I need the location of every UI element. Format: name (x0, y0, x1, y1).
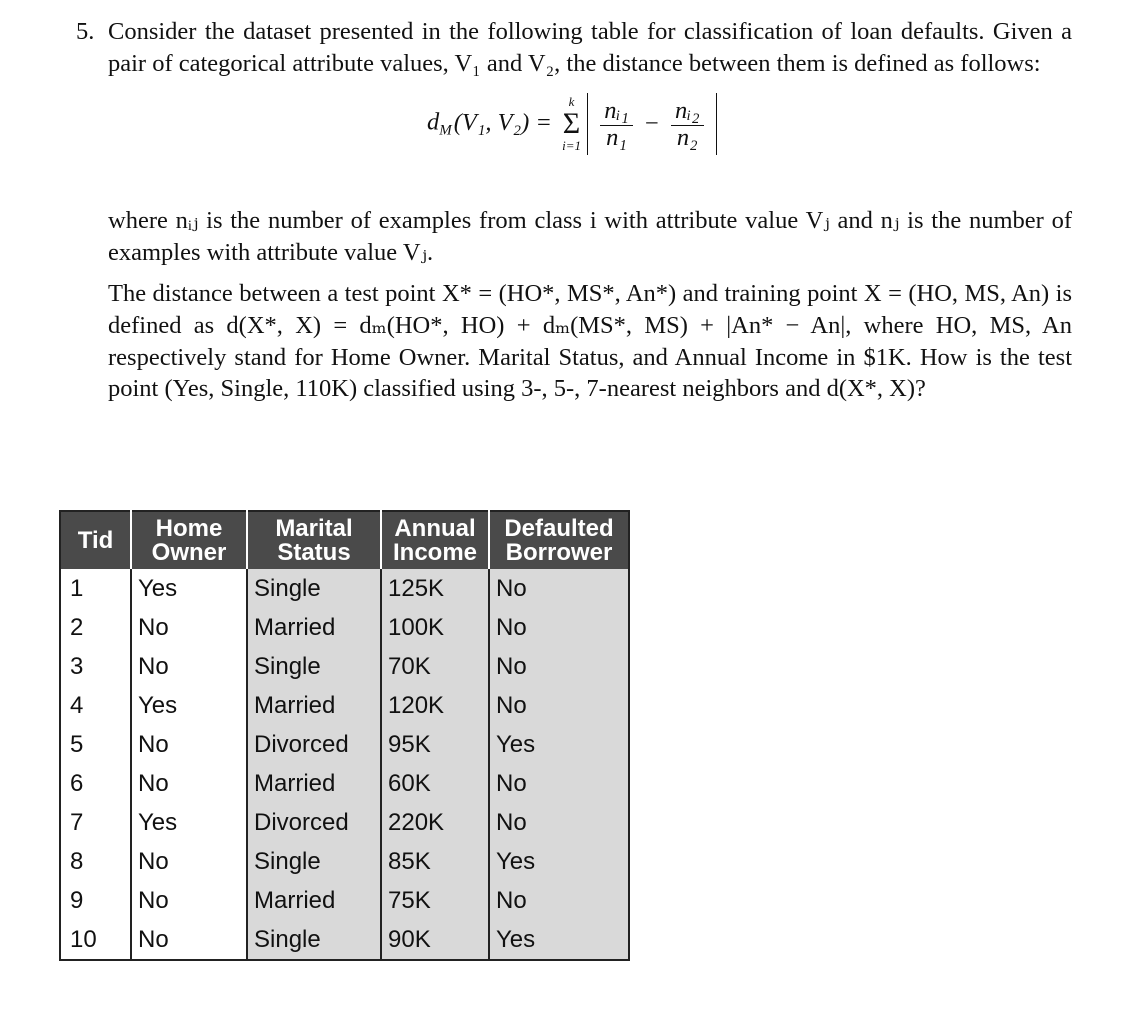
cell-marital-status: Single (247, 920, 381, 960)
cell-annual-income: 125K (381, 569, 489, 608)
fraction-1-denominator: n₁ (606, 123, 627, 151)
cell-home-owner: Yes (131, 686, 247, 725)
table-row (60, 920, 629, 960)
formula-lhs-args: (V₁, V₂) = (453, 108, 552, 136)
cell-home-owner: No (131, 842, 247, 881)
fraction-2-numerator: nᵢ₂ (671, 99, 704, 126)
cell-marital-status: Married (247, 686, 381, 725)
abs-bar-right (716, 93, 717, 155)
cell-tid: 10 (60, 920, 131, 960)
cell-home-owner: Yes (131, 569, 247, 608)
table-row (60, 569, 629, 608)
cell-annual-income: 95K (381, 725, 489, 764)
formula-minus: − (645, 110, 659, 138)
header-marital-status: Marital Status (247, 511, 381, 569)
table-row (60, 686, 629, 725)
cell-home-owner: No (131, 647, 247, 686)
header-tid: Tid (60, 511, 131, 569)
formula-sum (562, 95, 581, 153)
abs-bar-left (587, 93, 588, 155)
distance-text: The distance between a test point X* = (HO*, MS*, An*) and training point X = (HO, MS, An) is defined as d(X*, X) = dₘ(HO*, HO) + dₘ(MS*, MS) + |An* − An|, where HO, MS, An respectively stand for Home Owner. Marital Status, and Annual Income in $1K. How is the test point (Yes, Single, 110K) classified using 3-, 5-, 7-nearest neighbors and d(X*, X)? (108, 280, 1072, 403)
sum-upper-limit: k (568, 94, 575, 110)
cell-defaulted: Yes (489, 920, 629, 960)
problem-intro: Consider the dataset presented in the following table for classification of loan defaults. Given a pair of categorical attribute values, V₁ and V₂, the distance between them is defined as follows: (108, 18, 1072, 77)
cell-tid: 3 (60, 647, 131, 686)
cell-annual-income: 100K (381, 608, 489, 647)
header-defaulted-borrower: Defaulted Borrower (489, 511, 629, 569)
cell-defaulted: No (489, 608, 629, 647)
cell-defaulted: No (489, 569, 629, 608)
sum-lower-limit: i=1 (562, 138, 581, 154)
cell-marital-status: Divorced (247, 725, 381, 764)
cell-home-owner: No (131, 725, 247, 764)
cell-marital-status: Single (247, 569, 381, 608)
sum-symbol: Σ (562, 107, 581, 141)
cell-annual-income: 120K (381, 686, 489, 725)
cell-home-owner: No (131, 920, 247, 960)
formula-lhs: d (427, 108, 440, 136)
problem-number: 5. (76, 18, 95, 45)
cell-marital-status: Married (247, 608, 381, 647)
cell-tid: 2 (60, 608, 131, 647)
fraction-1-numerator: nᵢ₁ (600, 99, 633, 126)
cell-marital-status: Divorced (247, 803, 381, 842)
loan-data-table (59, 510, 630, 961)
table-row (60, 725, 629, 764)
cell-defaulted: No (489, 803, 629, 842)
cell-annual-income: 220K (381, 803, 489, 842)
cell-marital-status: Single (247, 647, 381, 686)
cell-defaulted: No (489, 686, 629, 725)
cell-tid: 8 (60, 842, 131, 881)
cell-marital-status: Married (247, 764, 381, 803)
table-header-row (60, 511, 629, 569)
cell-tid: 7 (60, 803, 131, 842)
cell-defaulted: No (489, 647, 629, 686)
cell-home-owner: Yes (131, 803, 247, 842)
cell-annual-income: 70K (381, 647, 489, 686)
cell-home-owner: No (131, 881, 247, 920)
distance-formula (72, 93, 1072, 185)
cell-home-owner: No (131, 608, 247, 647)
cell-tid: 9 (60, 881, 131, 920)
where-text: where nᵢⱼ is the number of examples from class i with attribute value Vⱼ and nⱼ is the number of examples with attribute value Vⱼ. (108, 207, 1072, 266)
cell-marital-status: Married (247, 881, 381, 920)
cell-home-owner: No (131, 764, 247, 803)
formula-lhs-sub: M (439, 122, 452, 139)
cell-annual-income: 75K (381, 881, 489, 920)
cell-annual-income: 85K (381, 842, 489, 881)
header-annual-income: Annual Income (381, 511, 489, 569)
cell-annual-income: 90K (381, 920, 489, 960)
cell-defaulted: No (489, 764, 629, 803)
cell-tid: 6 (60, 764, 131, 803)
cell-marital-status: Single (247, 842, 381, 881)
cell-tid: 1 (60, 569, 131, 608)
table-row (60, 608, 629, 647)
table-row (60, 803, 629, 842)
fraction-2-denominator: n₂ (676, 123, 698, 151)
cell-tid: 4 (60, 686, 131, 725)
fraction-2 (671, 96, 704, 151)
header-home-owner: Home Owner (131, 511, 247, 569)
table-row (60, 764, 629, 803)
problem-statement (72, 16, 1072, 405)
fraction-1 (600, 96, 633, 151)
cell-tid: 5 (60, 725, 131, 764)
table-row (60, 647, 629, 686)
table-row (60, 842, 629, 881)
cell-defaulted: Yes (489, 842, 629, 881)
table-row (60, 881, 629, 920)
cell-defaulted: Yes (489, 725, 629, 764)
cell-defaulted: No (489, 881, 629, 920)
cell-annual-income: 60K (381, 764, 489, 803)
